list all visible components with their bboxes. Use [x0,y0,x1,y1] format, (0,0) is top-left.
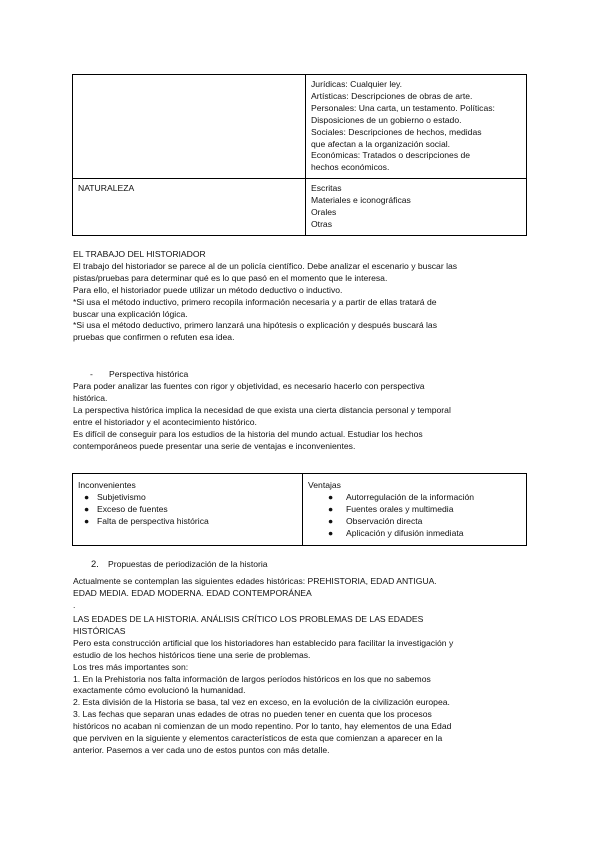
section-title: LAS EDADES DE LA HISTORIA. ANÁLISIS CRÍTICO LOS PROBLEMAS DE LAS EDADES [73,614,424,624]
propuestas-heading-text: Propuestas de periodización de la historia [108,559,268,569]
list-item [78,504,296,516]
pros-cons-table [72,473,527,546]
table-line: Económicas: Tratados o descripciones de [311,150,471,161]
table-line: Disposiciones de un gobierno o estado. [311,114,462,125]
bullet-icon: ● [328,491,334,502]
section-trabajo [73,249,533,344]
paragraph-line: *Si usa el método deductivo, primero lanzará una hipótesis o explicación y después buscará las [73,320,438,331]
sources-table-cell-right [306,75,527,179]
bullet-icon: ● [84,491,90,502]
propuestas-heading [91,558,268,571]
list-item-text: Fuentes orales y multimedia [346,503,454,514]
list-item-text: Exceso de fuentes [97,503,168,514]
list-item [308,528,520,540]
pros-cons-row [73,474,527,546]
dash-marker: - [90,369,93,379]
paragraph-line: 3. Las fechas que separan unas edades de otras no pueden tener en cuenta que los procesos [73,709,432,720]
paragraph-line: Para poder analizar las fuentes con rigor y objetividad, es necesario hacerlo con perspectiva [73,381,425,391]
table-line: Escritas [311,183,342,194]
section-perspectiva [73,381,533,452]
list-item [308,516,520,528]
list-item [308,492,520,504]
paragraph-line: 1. En la Prehistoria nos falta información de largos períodos históricos en los que no sabemos [73,673,431,684]
paragraph-line: Pero esta construcción artificial que los historiadores han establecido para facilitar la investigación y [73,637,454,648]
sources-table-cell-right [306,179,527,236]
sources-table [72,74,527,236]
paragraph-line: 2. Esta división de la Historia se basa, tal vez en exceso, en la evolución de la civilización europea. [73,697,450,708]
list-item-text: Subjetivismo [97,491,146,502]
bullet-icon: ● [328,515,334,526]
section-propuestas [73,576,533,612]
perspectiva-heading [90,369,188,381]
table-line: que afectan a la organización social. [311,138,451,149]
paragraph-line: anterior. Pasemos a ver cada uno de estos puntos con más detalle. [73,744,330,755]
table-line: Artísticas: Descripciones de obras de arte. [311,90,473,101]
list-item [308,504,520,516]
table-line: Orales [311,207,337,218]
paragraph-line: histórica. [73,392,108,403]
paragraph-line: exactamente cómo evolucionó la humanidad. [73,685,246,696]
paragraph-line: buscar una explicación lógica. [73,308,188,319]
bullet-icon: ● [84,515,90,526]
list-item [78,516,296,528]
sources-table-row [73,179,527,236]
paragraph-line: históricos no acaban ni comienzan de un modo repentino. Por lo tanto, hay elementos de una Edad [73,721,452,732]
list-item-text: Autorregulación de la información [346,491,475,502]
table-line: hechos económicos. [311,162,390,173]
number-marker: 2. [91,558,99,569]
bullet-icon: ● [328,527,334,538]
inconvenientes-title: Inconvenientes [78,480,136,490]
paragraph-line: Actualmente se contemplan las siguientes edades históricas: PREHISTORIA, EDAD ANTIGUA. [73,576,437,586]
list-item [78,492,296,504]
paragraph-line: pruebas que confirmen o refuten esa idea. [73,332,235,343]
paragraph-line: Para ello, el historiador puede utilizar un método deductivo o inductivo. [73,284,343,295]
ventajas-title: Ventajas [308,480,341,490]
paragraph-line: contemporáneos puede presentar una serie de ventajas e inconvenientes. [73,440,356,451]
paragraph-line: estudio de los hechos históricos tiene una serie de problemas. [73,649,311,660]
sources-table-cell-left [73,75,306,179]
paragraph-line: La perspectiva histórica implica la necesidad de que exista una cierta distancia personal y temporal [73,404,451,415]
table-line: Otras [311,218,333,229]
paragraph-line: *Si usa el método inductivo, primero recopila información necesaria y a partir de ellas tratará de [73,296,437,307]
paragraph-line: Es difícil de conseguir para los estudios de la historia del mundo actual. Estudiar los hechos [73,428,423,439]
paragraph-line: pistas/pruebas para determinar qué es lo que pasó en el momento que le interesa. [73,272,388,283]
paragraph-line: . [73,599,76,610]
list-item-text: Aplicación y difusión inmediata [346,527,464,538]
section-edades [73,614,533,757]
sources-table-row [73,75,527,179]
table-line: Sociales: Descripciones de hechos, medidas [311,126,482,137]
table-line: Personales: Una carta, un testamento. Políticas: [311,102,495,113]
list-item-text: Falta de perspectiva histórica [97,515,209,526]
table-line: Jurídicas: Cualquier ley. [311,79,403,89]
section-title: EL TRABAJO DEL HISTORIADOR [73,249,206,259]
paragraph-line: Los tres más importantes son: [73,661,189,672]
ventajas-cell [303,474,527,546]
table-line: Materiales e iconográficas [311,195,411,206]
list-item-text: Observación directa [346,515,423,526]
bullet-icon: ● [84,503,90,514]
bullet-icon: ● [328,503,334,514]
perspectiva-heading-text: Perspectiva histórica [109,369,189,379]
section-title: HISTÓRICAS [73,625,126,636]
paragraph-line: EDAD MEDIA. EDAD MODERNA. EDAD CONTEMPORÁNEA [73,587,312,598]
paragraph-line: El trabajo del historiador se parece al de un policía científico. Debe analizar el escenario y buscar las [73,260,458,271]
paragraph-line: entre el historiador y el acontecimiento histórico. [73,416,257,427]
inconvenientes-cell [73,474,303,546]
paragraph-line: que perviven en la siguiente y elementos característicos de esta que comienzan a aparecer en la [73,733,443,744]
sources-table-cell-left: NATURALEZA [73,179,306,236]
